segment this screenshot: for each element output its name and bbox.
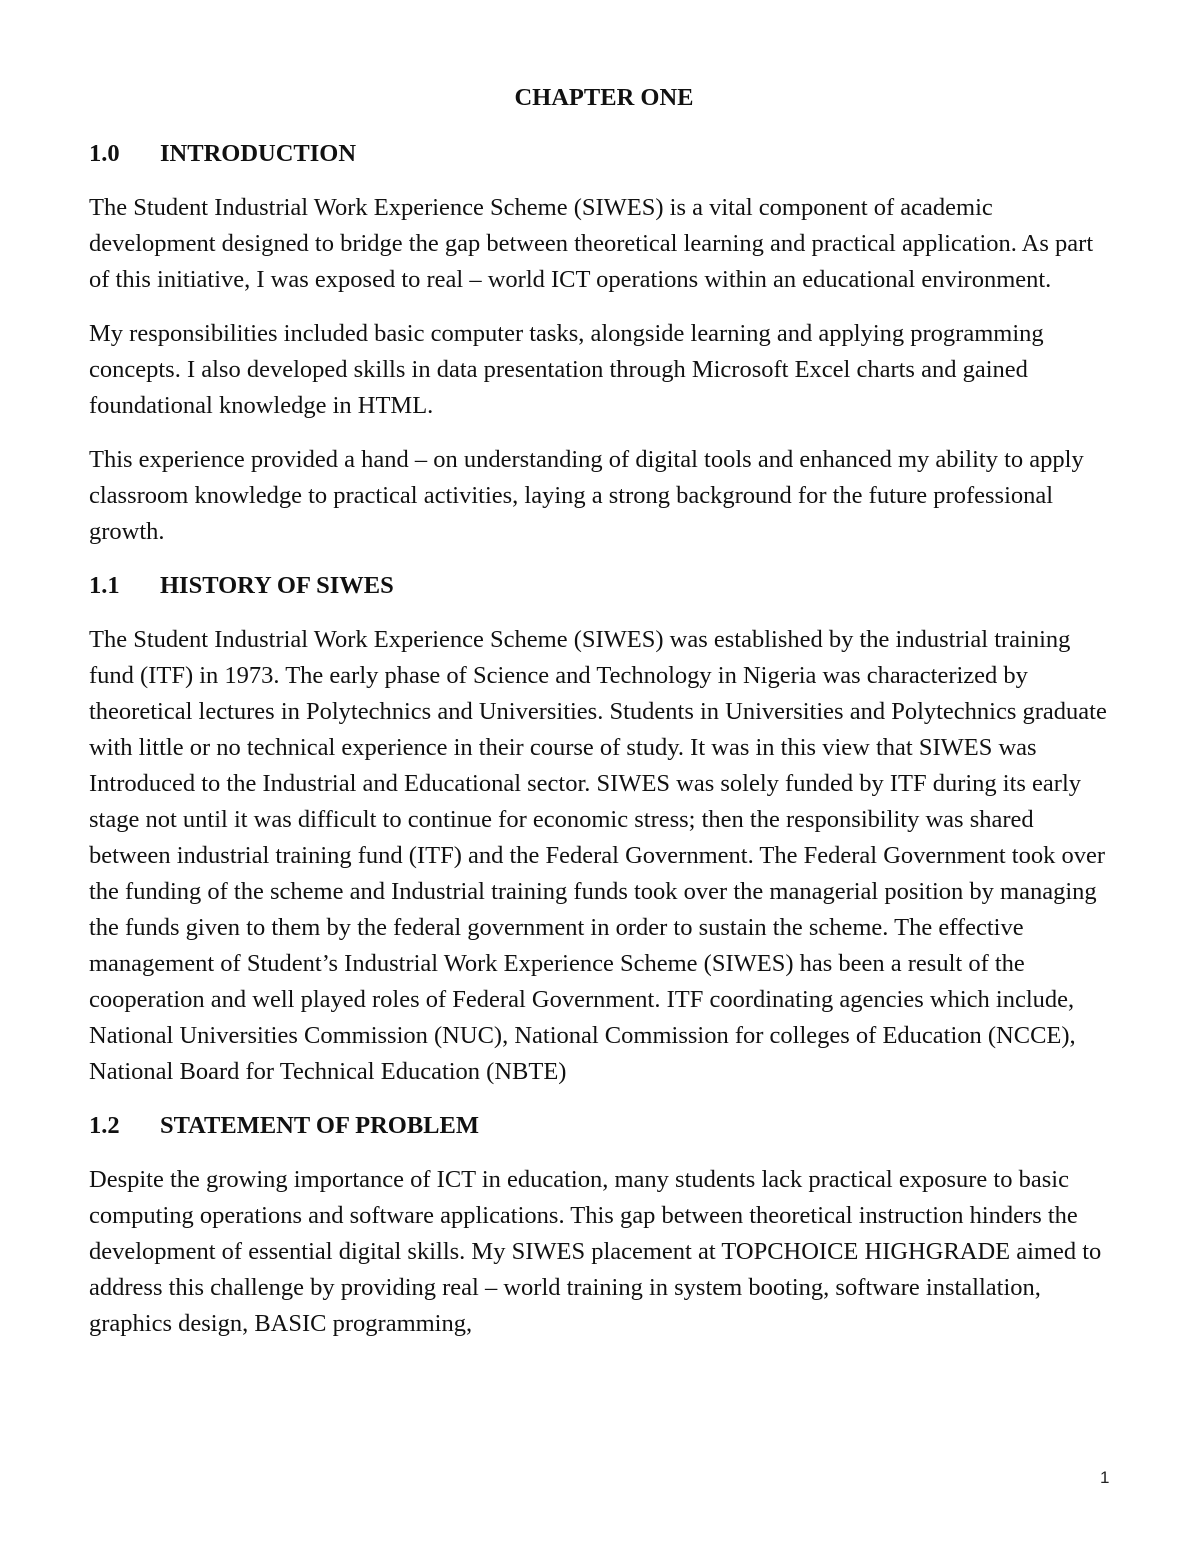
section-number: 1.1 [89,572,120,599]
section-number: 1.2 [89,1112,120,1139]
paragraph: The Student Industrial Work Experience Scheme (SIWES) was established by the industrial training fund (ITF) in 1973. The early phase of Science and Technology in Nigeria was characterized by theoretical lectures in Polytechnics and Universities. Students in Universities and Polytechnics graduate with little or no technical experience in their course of study. It was in this view that SIWES was Introduced to the Industrial and Educational sector. SIWES was solely funded by ITF during its early stage not until it was difficult to continue for economic stress; then the responsibility was shared between industrial training fund (ITF) and the Federal Government. The Federal Government took over the funding of the scheme and Industrial training funds took over the managerial position by managing the funds given to them by the federal government in order to sustain the scheme. The effective management of Student’s Industrial Work Experience Scheme (SIWES) has been a result of the cooperation and well played roles of Federal Government. ITF coordinating agencies which include, National Universities Commission (NUC), National Commission for colleges of Education (NCCE), National Board for Technical Education (NBTE) [89,626,1107,1085]
section-title: STATEMENT OF PROBLEM [160,1112,479,1139]
paragraph: This experience provided a hand – on understanding of digital tools and enhanced my ability to apply classroom knowledge to practical activities, laying a strong background for the future professional growth. [89,446,1084,545]
section-heading-problem-statement [89,1108,1119,1144]
chapter-title: CHAPTER ONE [514,84,694,111]
section-heading-introduction [89,136,1119,172]
page-number: 1 [1100,1468,1110,1487]
section-title: HISTORY OF SIWES [160,572,394,599]
section-number: 1.0 [89,140,120,167]
section-title: INTRODUCTION [160,140,357,167]
paragraph: My responsibilities included basic computer tasks, alongside learning and applying programming concepts. I also developed skills in data presentation through Microsoft Excel charts and gained foundational knowledge in HTML. [89,320,1044,419]
section-heading-history [89,568,1119,604]
paragraph: Despite the growing importance of ICT in education, many students lack practical exposure to basic computing operations and software applications. This gap between theoretical instruction hinders the development of essential digital skills. My SIWES placement at TOPCHOICE HIGHGRADE aimed to address this challenge by providing real – world training in system booting, software installation, graphics design, BASIC programming, [89,1166,1102,1337]
paragraph: The Student Industrial Work Experience Scheme (SIWES) is a vital component of academic development designed to bridge the gap between theoretical learning and practical application. As part of this initiative, I was exposed to real – world ICT operations within an educational environment. [89,194,1094,293]
page-content [89,80,1119,1360]
